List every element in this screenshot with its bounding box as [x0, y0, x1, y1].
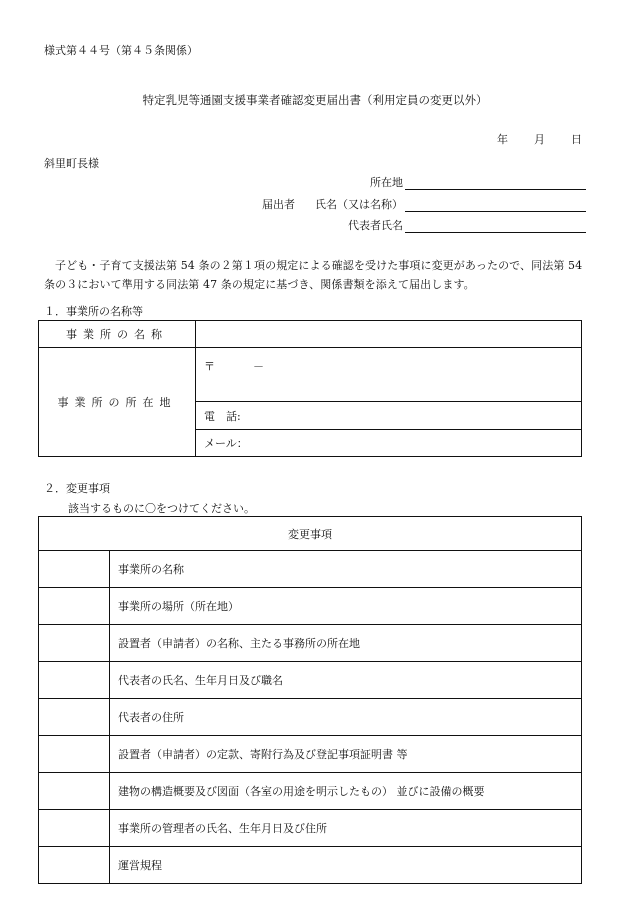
table-row [39, 699, 582, 736]
postal-dash: － [253, 360, 264, 373]
facility-postal-row [39, 348, 582, 402]
change-item-label: 事業所の場所（所在地） [110, 588, 582, 625]
change-mark-cell[interactable] [39, 736, 110, 773]
filer-address-label: 所在地 [370, 176, 403, 189]
change-mark-cell[interactable] [39, 662, 110, 699]
table-row [39, 773, 582, 810]
document-title: 特定乳児等通園支援事業者確認変更届出書（利用定員の変更以外） [142, 93, 488, 107]
filer-name-field[interactable] [405, 198, 586, 212]
change-mark-cell[interactable] [39, 551, 110, 588]
change-item-label: 事業所の管理者の氏名、生年月日及び住所 [110, 810, 582, 847]
table-row [39, 847, 582, 884]
body-paragraph: 子ども・子育て支援法第 54 条の２第１項の規定による確認を受けた事項に変更があったので、同法第 54 条の３において準用する同法第 47 条の規定に基づき、関係書類を添えて届出します。 [44, 259, 583, 291]
table-row [39, 551, 582, 588]
addressee: 斜里町長様 [44, 157, 99, 170]
change-item-label: 建物の構造概要及び図面（各室の用途を明示したもの） 並びに設備の概要 [110, 773, 582, 810]
date-line [471, 131, 582, 147]
change-items-header-row [39, 517, 582, 551]
change-mark-cell[interactable] [39, 773, 110, 810]
mail-label: メール： [204, 437, 248, 450]
date-day: 日 [571, 133, 582, 146]
facility-name-row [39, 321, 582, 348]
change-items-header: 変更事項 [39, 517, 582, 551]
table-row [39, 588, 582, 625]
date-month: 月 [534, 133, 545, 146]
filer-representative-field[interactable] [405, 219, 586, 233]
change-mark-cell[interactable] [39, 699, 110, 736]
change-item-label: 運営規程 [110, 847, 582, 884]
section2-heading: ２．変更事項 [44, 482, 110, 495]
facility-info-table [38, 320, 582, 457]
change-item-label: 設置者（申請者）の名称、主たる事務所の所在地 [110, 625, 582, 662]
facility-location-label: 事業所の所在地 [39, 348, 196, 457]
filer-address-field[interactable] [405, 176, 586, 190]
table-row [39, 662, 582, 699]
section2-instruction: 該当するものに〇をつけてください。 [68, 502, 255, 515]
change-mark-cell[interactable] [39, 847, 110, 884]
form-number: 様式第４４号（第４５条関係） [44, 44, 198, 57]
filer-representative-label: 代表者氏名 [348, 219, 403, 232]
filer-label: 届出者 [262, 198, 295, 211]
table-row [39, 625, 582, 662]
filer-representative-line [348, 217, 586, 233]
change-mark-cell[interactable] [39, 625, 110, 662]
phone-label: 電 話: [204, 409, 241, 423]
table-row [39, 810, 582, 847]
facility-phone-field[interactable] [196, 402, 582, 430]
change-mark-cell[interactable] [39, 588, 110, 625]
change-item-label: 事業所の名称 [110, 551, 582, 588]
filer-address-line [370, 174, 586, 190]
facility-name-label: 事業所の名称 [39, 321, 196, 348]
postal-mark: 〒 [204, 360, 215, 373]
facility-address-field[interactable] [196, 348, 582, 402]
section1-heading: １．事業所の名称等 [44, 305, 143, 318]
table-row [39, 736, 582, 773]
date-year: 年 [497, 133, 508, 146]
change-mark-cell[interactable] [39, 810, 110, 847]
change-item-label: 代表者の氏名、生年月日及び職名 [110, 662, 582, 699]
change-item-label: 設置者（申請者）の定款、寄附行為及び登記事項証明書 等 [110, 736, 582, 773]
filer-name-line [262, 196, 586, 212]
filer-name-label: 氏名（又は名称） [315, 198, 403, 211]
change-item-label: 代表者の住所 [110, 699, 582, 736]
facility-mail-field[interactable] [196, 430, 582, 457]
facility-name-field[interactable] [196, 321, 582, 348]
change-items-table [38, 516, 582, 884]
